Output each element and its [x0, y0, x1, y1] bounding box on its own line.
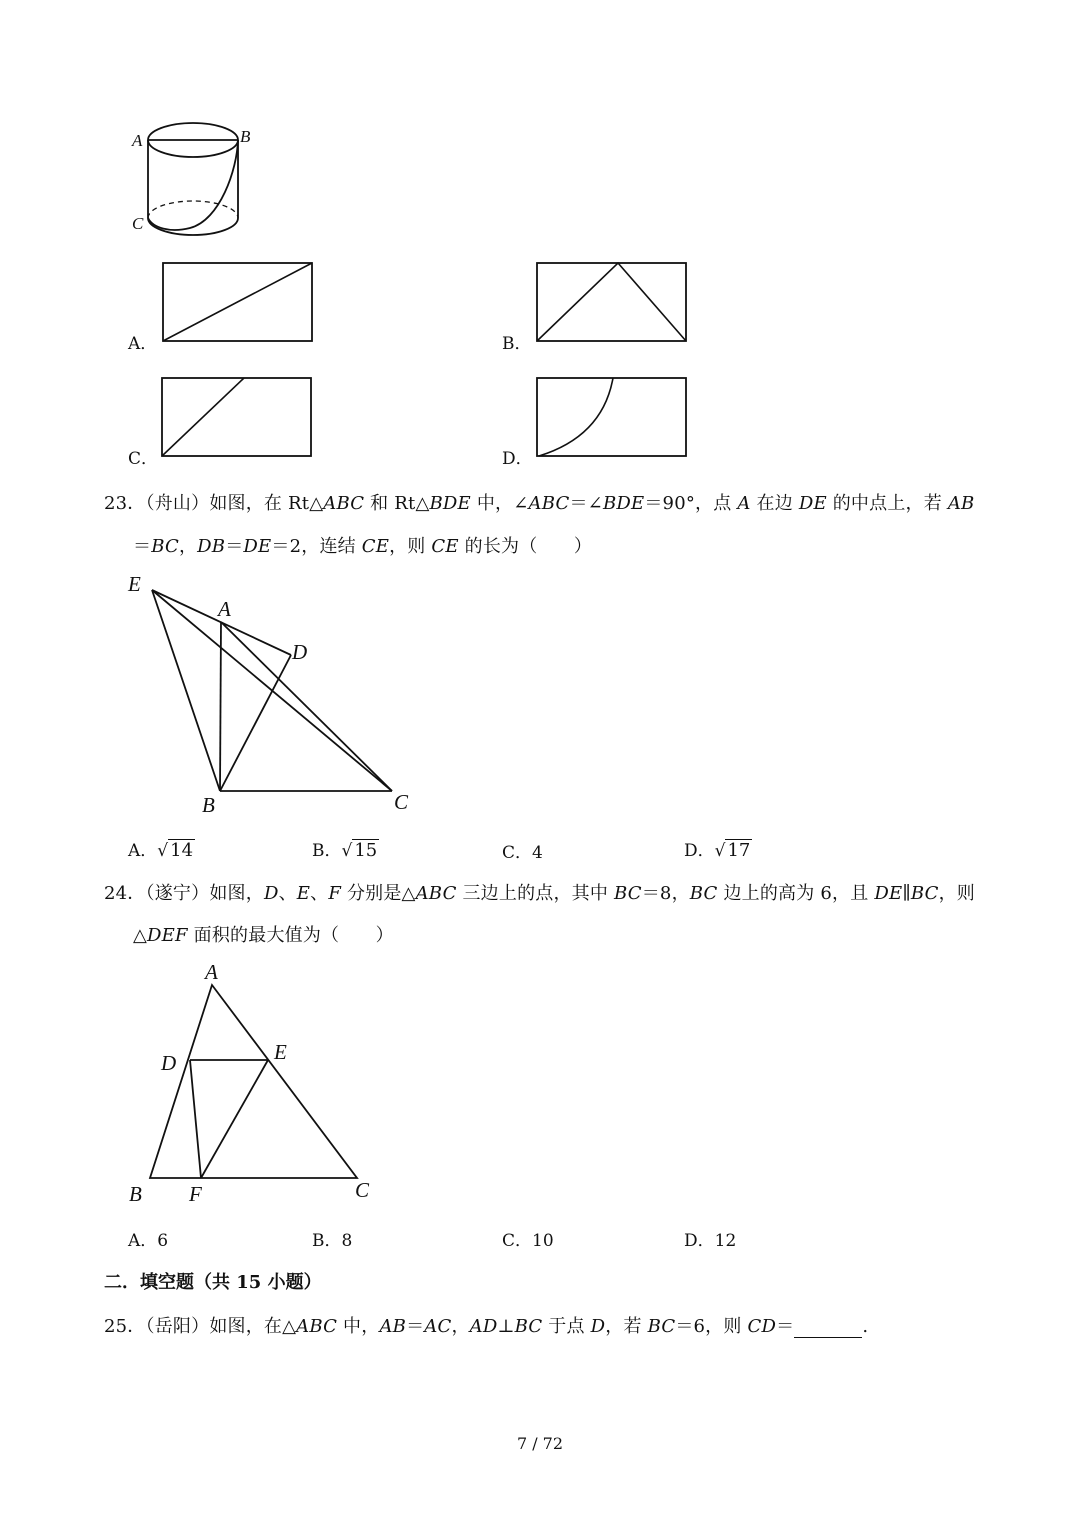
- q23-label-e: E: [128, 572, 141, 596]
- cylinder-figure: [125, 110, 265, 245]
- q23-question-line1: 23．（舟山）如图，在 Rt△ABC 和 Rt△BDE 中，∠ABC＝∠BDE＝90°，点 A 在边 DE 的中点上，若 AB: [104, 493, 975, 514]
- q25-source: （岳阳）: [145, 1316, 210, 1337]
- q24-number: 24．: [104, 883, 146, 904]
- q23-question-line2: ＝BC，DB＝DE＝2，连结 CE，则 CE 的长为（ ）: [133, 536, 593, 557]
- q22-option-c-figure: [161, 377, 313, 459]
- q23-figure: [120, 565, 420, 825]
- q24-question-line2: △DEF 面积的最大值为（ ）: [133, 925, 394, 946]
- q23-option-a[interactable]: A．√ 14: [128, 840, 194, 861]
- q22-option-a-figure: [162, 262, 314, 344]
- section-heading: 二．填空题（共 15 小题）: [104, 1272, 322, 1293]
- q24-label-b: B: [129, 1182, 142, 1206]
- q24-label-c: C: [355, 1178, 370, 1202]
- q23-option-d[interactable]: D．√ 17: [684, 840, 751, 861]
- q23-option-c[interactable]: C．4: [502, 843, 543, 863]
- cylinder-label-c: C: [132, 214, 144, 233]
- q23-source: （舟山）: [145, 493, 210, 514]
- q24-label-a: A: [205, 960, 218, 984]
- q24-option-d[interactable]: D．12: [684, 1231, 737, 1251]
- q23-number: 23．: [104, 493, 146, 514]
- q23-label-a: A: [218, 597, 231, 621]
- q22-option-b-figure: [536, 262, 688, 344]
- q23-label-d: D: [292, 640, 308, 664]
- q24-label-f: F: [189, 1182, 202, 1206]
- q22-option-d[interactable]: D．: [502, 449, 533, 469]
- q22-option-c[interactable]: C．: [128, 449, 159, 469]
- q24-label-d: D: [161, 1051, 177, 1075]
- q24-question-line1: 24．（遂宁）如图，D、E、F 分别是△ABC 三边上的点，其中 BC＝8，BC 边上的高为 6，且 DE∥BC，则: [104, 883, 975, 904]
- page-number: 7 / 72: [516, 1434, 564, 1453]
- q24-option-b[interactable]: B．8: [312, 1231, 353, 1251]
- q22-option-b[interactable]: B．: [502, 334, 532, 354]
- q24-figure: [125, 960, 385, 1210]
- q25-question-line1: 25．（岳阳）如图，在△ABC 中，AB＝AC，AD⊥BC 于点 D，若 BC＝6，则 CD＝ .: [104, 1316, 869, 1337]
- q23-option-b[interactable]: B．√ 15: [312, 840, 378, 861]
- cylinder-label-b: B: [240, 127, 251, 146]
- cylinder-label-a: A: [132, 131, 143, 150]
- q24-option-a[interactable]: A．6: [128, 1231, 169, 1251]
- q24-source: （遂宁）: [145, 883, 210, 904]
- q24-option-c[interactable]: C．10: [502, 1231, 554, 1251]
- q22-option-a[interactable]: A．: [128, 334, 158, 354]
- q24-label-e: E: [274, 1040, 287, 1064]
- q23-label-b: B: [202, 793, 215, 817]
- q25-number: 25．: [104, 1316, 146, 1337]
- q22-option-d-figure: [536, 377, 688, 459]
- answer-blank[interactable]: [794, 1321, 862, 1338]
- q23-label-c: C: [394, 790, 409, 814]
